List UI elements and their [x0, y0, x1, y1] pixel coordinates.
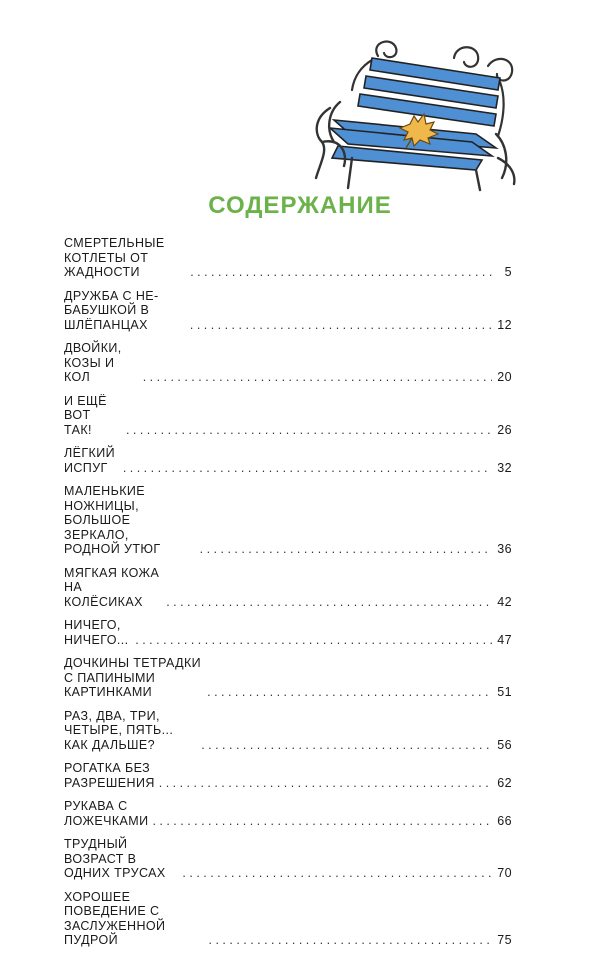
toc-entry-page: 51 — [497, 685, 512, 699]
toc-entry — [64, 890, 512, 948]
toc-entry-title: ЛЁГКИЙ ИСПУГ — [64, 446, 115, 475]
toc-entry-title: СМЕРТЕЛЬНЫЕ КОТЛЕТЫ ОТ ЖАДНОСТИ — [64, 236, 165, 279]
toc-entry — [64, 236, 512, 280]
toc-entry-title: МЯГКАЯ КОЖА НА КОЛЁСИКАХ — [64, 565, 160, 609]
toc-entry — [64, 656, 512, 700]
toc-entry — [64, 799, 512, 828]
toc-entry — [64, 709, 512, 753]
toc-entry-page: 56 — [497, 737, 512, 752]
toc-entry-title: РУКАВА С ЛОЖЕЧКАМИ — [64, 799, 149, 828]
toc-entry — [64, 566, 512, 610]
toc-entry — [64, 761, 512, 790]
toc-entry-page: 5 — [504, 265, 512, 279]
toc-leader-dots — [200, 542, 492, 557]
toc-entry — [64, 289, 512, 333]
toc-entry-title: НИЧЕГО, НИЧЕГО... — [64, 618, 129, 647]
toc-entry-page: 62 — [497, 775, 512, 790]
toc-entry-page: 70 — [497, 866, 512, 880]
toc-entry-title: ХОРОШЕЕ ПОВЕДЕНИЕ С ЗАСЛУЖЕННОЙ ПУДРОЙ — [64, 889, 166, 947]
toc-entry-page: 26 — [497, 422, 512, 437]
toc-entry — [64, 446, 512, 475]
toc-leader-dots — [143, 370, 492, 385]
toc-entry-page: 36 — [497, 542, 512, 556]
toc-entry-title: ДОЧКИНЫ ТЕТРАДКИ С ПАПИНЫМИ КАРТИНКАМИ — [64, 656, 202, 699]
toc-entry-page: 32 — [497, 460, 512, 475]
toc-entry-page: 75 — [497, 933, 512, 947]
toc-entry — [64, 394, 512, 438]
toc-entry-title: ДВОЙКИ, КОЗЫ И КОЛ — [64, 341, 122, 384]
toc-leader-dots — [152, 814, 492, 829]
toc-entry-title: И ЕЩЁ ВОТ ТАК! — [64, 393, 107, 437]
table-of-contents — [64, 236, 512, 957]
toc-entry-page: 20 — [497, 370, 512, 384]
toc-entry-page: 47 — [497, 632, 512, 647]
toc-entry-title: РАЗ, ДВА, ТРИ, ЧЕТЫРЕ, ПЯТЬ... КАК ДАЛЬШЕ? — [64, 708, 174, 752]
toc-entry-title: МАЛЕНЬКИЕ НОЖНИЦЫ, БОЛЬШОЕ ЗЕРКАЛО, РОДНОЙ УТЮГ — [64, 484, 161, 556]
toc-entry-title: ДРУЖБА С НЕ-БАБУШКОЙ В ШЛЁПАНЦАХ — [64, 288, 159, 332]
toc-leader-dots — [166, 595, 492, 610]
toc-leader-dots — [126, 423, 492, 438]
toc-leader-dots — [159, 776, 492, 791]
toc-entry-page: 12 — [497, 317, 512, 332]
toc-entry — [64, 618, 512, 647]
toc-leader-dots — [190, 318, 492, 333]
toc-entry — [64, 341, 512, 385]
toc-entry — [64, 837, 512, 881]
toc-entry-title: ТРУДНЫЙ ВОЗРАСТ В ОДНИХ ТРУСАХ — [64, 837, 166, 880]
toc-entry-page: 42 — [497, 594, 512, 609]
toc-leader-dots — [135, 633, 492, 648]
toc-entry-page: 66 — [497, 813, 512, 828]
toc-leader-dots — [207, 685, 492, 700]
toc-leader-dots — [209, 933, 492, 948]
bench-illustration — [300, 38, 525, 193]
page-title: СОДЕРЖАНИЕ — [208, 192, 392, 219]
toc-leader-dots — [182, 866, 492, 881]
toc-leader-dots — [123, 461, 492, 476]
toc-entry — [64, 484, 512, 557]
toc-leader-dots — [190, 265, 492, 280]
toc-entry-title: РОГАТКА БЕЗ РАЗРЕШЕНИЯ — [64, 761, 155, 790]
